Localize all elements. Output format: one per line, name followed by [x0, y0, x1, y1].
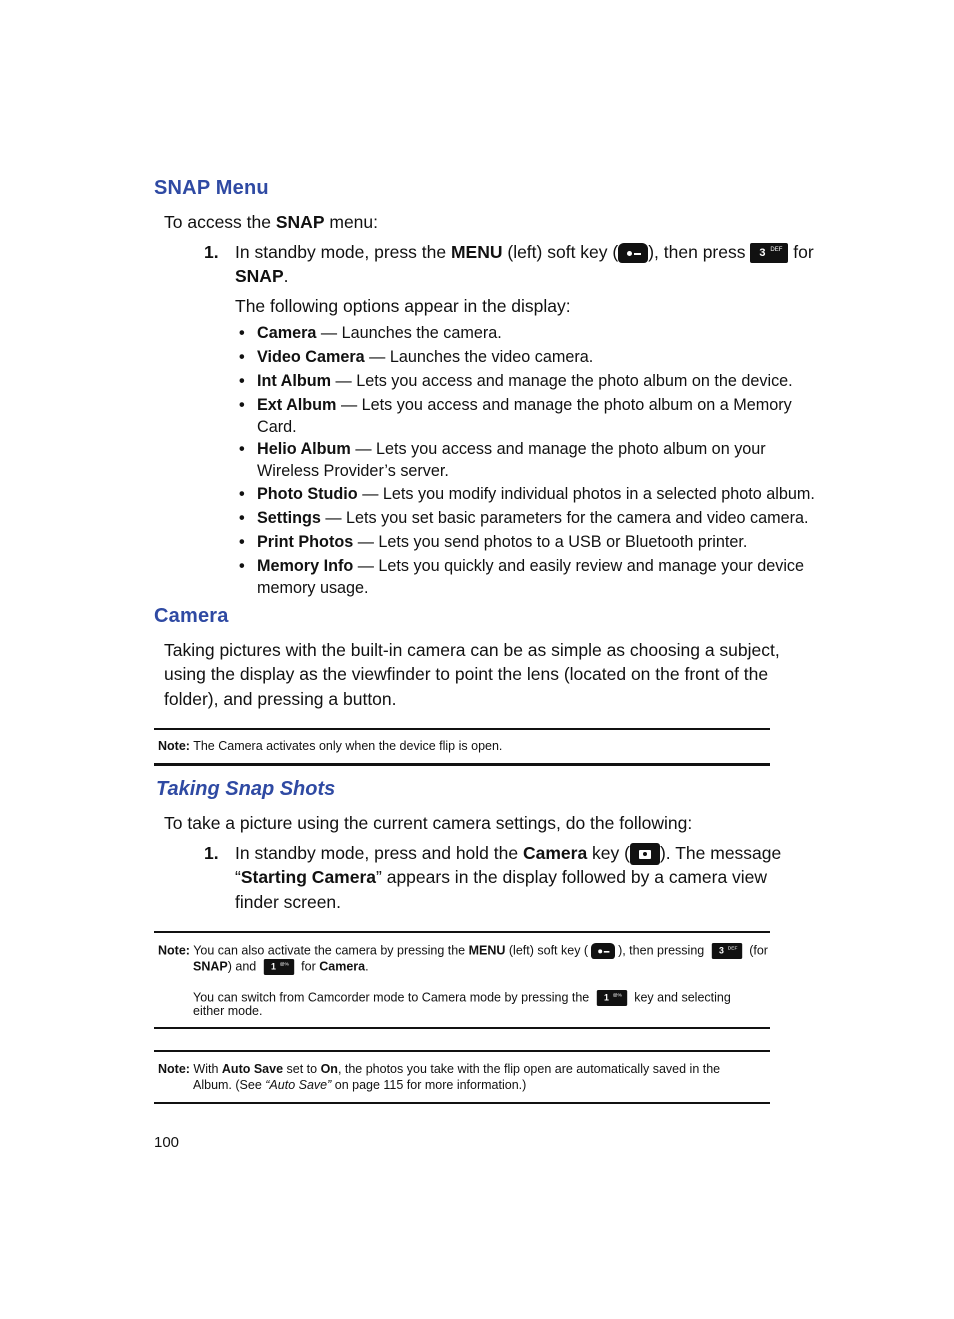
list-item [239, 531, 748, 553]
key-digit: 1 [603, 993, 609, 1003]
bullet-icon: • [239, 533, 245, 551]
item-term: Helio Album [257, 440, 351, 458]
item-desc: — Lets you access and manage the photo album on a Memory [336, 396, 792, 414]
snap-step-1-cont [235, 264, 289, 289]
text: “ [235, 867, 241, 887]
camera-para-line: using the display as the viewfinder to point the lens (located on the front of the [164, 664, 769, 684]
camera-para-line: Taking pictures with the built-in camera can be as simple as choosing a subject, [164, 640, 780, 660]
text-bold: Camera [522, 843, 588, 863]
item-term: Camera [257, 324, 317, 342]
key-3-icon [712, 943, 742, 959]
key-letters: DEF [770, 247, 783, 254]
item-desc-cont: Card. [257, 418, 297, 436]
note-bottom-rule [154, 763, 770, 766]
camera-note [158, 738, 502, 754]
text: (left) soft key ( [502, 242, 619, 262]
list-item [239, 394, 792, 438]
key-letters: @% [279, 962, 289, 967]
snapshots-intro: To take a picture using the current camera settings, do the following: [164, 813, 693, 833]
key-letters: DEF [727, 946, 738, 951]
text: ), then press [648, 242, 751, 262]
bullet-icon: • [239, 324, 245, 342]
snapshots-step-1-cont: finder screen. [235, 892, 342, 912]
step-number: 1. [204, 242, 219, 262]
note-top-rule [154, 728, 770, 730]
list-item [239, 555, 805, 599]
camera-key-icon [630, 843, 660, 865]
bullet-icon: • [239, 348, 245, 366]
item-term: Ext Album [257, 396, 337, 414]
text: ” appears in the display followed by a camera view [376, 867, 768, 887]
cross-reference-link[interactable]: “Auto Save” [265, 1078, 332, 1092]
snapshots-note-1-p2-cont: either mode. [193, 1004, 263, 1018]
note-top-rule [154, 931, 770, 933]
text: In standby mode, press the [235, 242, 451, 262]
item-desc: — Launches the camera. [316, 324, 502, 342]
item-desc-cont: Wireless Provider’s server. [257, 462, 449, 480]
key-digit: 1 [270, 962, 276, 972]
snapshots-note-2-cont [193, 1077, 526, 1093]
note-label: Note: [158, 739, 190, 753]
text: for [788, 242, 814, 262]
options-intro: The following options appear in the display: [235, 296, 571, 316]
text: ). The message [659, 843, 782, 863]
note-text: key and selecting [630, 990, 731, 1005]
soft-key-icon [591, 943, 615, 959]
note-label: Note: [158, 1062, 190, 1076]
note-top-rule [154, 1050, 770, 1052]
note-text: You can switch from Camcorder mode to Camera mode by pressing the [193, 990, 593, 1005]
text: In standby mode, press and hold the [235, 843, 523, 863]
item-desc: — Lets you modify individual photos in a selected photo album. [357, 485, 815, 503]
heading-snap-menu: SNAP Menu [154, 177, 269, 199]
text-bold: SNAP [193, 959, 228, 974]
snapshots-step-1 [235, 841, 781, 866]
item-term: Print Photos [257, 533, 354, 551]
item-desc: — Lets you send photos to a USB or Bluetooth printer. [353, 533, 748, 551]
text-bold: SNAP [235, 266, 284, 286]
item-desc: — Lets you quickly and easily review and manage your device [353, 557, 805, 575]
heading-camera: Camera [154, 605, 229, 627]
text-bold: Camera [319, 959, 366, 974]
camera-para-line: folder), and pressing a button. [164, 689, 397, 709]
item-term: Int Album [257, 372, 332, 390]
menu-key-label: MENU [450, 242, 503, 262]
list-item [239, 483, 815, 505]
key-digit: 3 [718, 946, 724, 956]
note-bottom-rule [154, 1102, 770, 1104]
key-1-icon [264, 959, 294, 975]
note-label: Note: [158, 943, 190, 958]
snapshots-note-1-cont [193, 957, 369, 977]
snapshots-step-1-cont [235, 865, 767, 890]
text: To access the [164, 212, 276, 232]
bullet-icon: • [239, 372, 245, 390]
item-term: Memory Info [257, 557, 354, 575]
item-desc: — Lets you set basic parameters for the camera and video camera. [320, 509, 809, 527]
bullet-icon: • [239, 509, 245, 527]
note-bottom-rule [154, 1027, 770, 1029]
snap-step-1 [235, 240, 814, 265]
key-1-icon [597, 990, 627, 1006]
bullet-icon: • [239, 396, 245, 414]
item-term: Settings [257, 509, 321, 527]
text-bold: MENU [468, 943, 506, 958]
note-text: ) and [227, 959, 260, 974]
note-text: for [297, 959, 320, 974]
list-item [239, 370, 793, 392]
text-bold: Auto Save [221, 1062, 284, 1076]
item-desc: — Lets you access and manage the photo album on the device. [331, 372, 793, 390]
snapshots-note-2 [158, 1061, 720, 1077]
snap-intro [164, 210, 378, 235]
note-text: Album. (See [193, 1078, 266, 1092]
key-letters: @% [612, 993, 622, 998]
item-term: Video Camera [257, 348, 365, 366]
heading-taking-snap-shots: Taking Snap Shots [156, 778, 336, 800]
item-desc-cont: memory usage. [257, 579, 369, 597]
bullet-icon: • [239, 557, 245, 575]
note-text: ), then pressing [618, 943, 708, 958]
text: menu: [324, 212, 378, 232]
note-text: set to [283, 1062, 321, 1076]
bullet-icon: • [239, 485, 245, 503]
item-desc: — Launches the video camera. [364, 348, 594, 366]
note-text: (for [745, 943, 768, 958]
note-text: on page 115 for more information.) [331, 1078, 527, 1092]
note-text: (left) soft key ( [505, 943, 589, 958]
soft-key-icon [618, 243, 648, 263]
snapshots-note-1-p2 [193, 988, 731, 1008]
key-digit: 3 [759, 247, 766, 260]
item-term: Photo Studio [257, 485, 358, 503]
note-text: . [365, 959, 369, 974]
text: key ( [587, 843, 630, 863]
note-text: With [189, 1062, 222, 1076]
list-item [239, 322, 502, 344]
note-text: , the photos you take with the flip open are automatically saved in the [337, 1062, 721, 1076]
list-item [239, 507, 809, 529]
bullet-icon: • [239, 440, 245, 458]
text-bold: On [320, 1062, 338, 1076]
text-bold: SNAP [275, 212, 325, 232]
note-text: You can also activate the camera by pressing the [189, 943, 469, 958]
list-item [239, 346, 594, 368]
text: . [283, 266, 289, 286]
page-number: 100 [154, 1134, 180, 1151]
text-bold: Starting Camera [240, 867, 377, 887]
list-item [239, 438, 766, 482]
step-number: 1. [204, 843, 219, 863]
key-3-icon [750, 243, 788, 263]
note-text: The Camera activates only when the device flip is open. [189, 739, 503, 753]
item-desc: — Lets you access and manage the photo album on your [350, 440, 766, 458]
